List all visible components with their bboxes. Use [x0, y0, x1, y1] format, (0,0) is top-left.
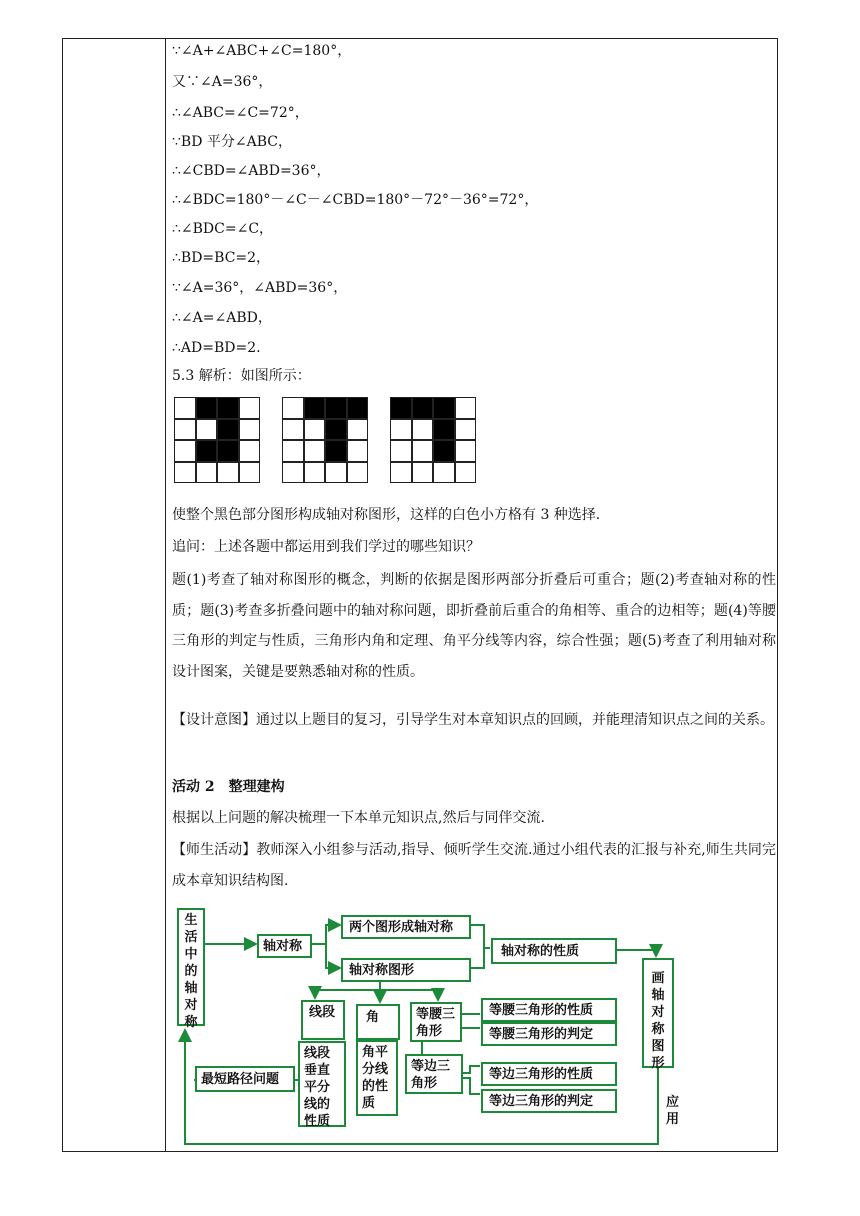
grid-cell-white: [390, 440, 412, 462]
grid-cell-black: [325, 419, 347, 441]
grid-cell-white: [455, 462, 477, 484]
grid-cell-black: [325, 440, 347, 462]
box-label: 等腰三角形的性质: [489, 1003, 594, 1018]
grid-cell-black: [217, 440, 239, 462]
grid-cell-white: [174, 462, 196, 484]
grid-cell-black: [196, 440, 218, 462]
paragraph-activity: 【师生活动】教师深入小组参与活动,指导、倾听学生交流.通过小组代表的汇报与补充,师生共同完成本章知识结构图.: [172, 842, 776, 889]
grid-cell-black: [433, 440, 455, 462]
grid-cell-white: [174, 419, 196, 441]
grid-cell-black: [304, 397, 326, 419]
grid-cell-white: [239, 397, 261, 419]
grid-cell-white: [239, 419, 261, 441]
grid-cell-white: [304, 440, 326, 462]
grid-cell-black: [347, 397, 369, 419]
grid-cell-black: [325, 397, 347, 419]
box-axis-figure: [341, 958, 471, 982]
box-label: 轴对称图形: [349, 963, 415, 978]
grid-cell-white: [455, 419, 477, 441]
grid-cell-white: [282, 419, 304, 441]
grid-cell-black: [196, 397, 218, 419]
grid-cell-white: [282, 397, 304, 419]
paragraph-design-intent: 【设计意图】通过以上题目的复习，引导学生对本章知识点的回顾，并能理清知识点之间的关系。: [172, 712, 774, 728]
box-axis-symmetry: [257, 934, 312, 958]
proof-line-4: ∵BD 平分∠ABC，: [172, 134, 292, 150]
paragraph-instruction: 根据以上问题的解决梳理一下本单元知识点,然后与同伴交流.: [172, 810, 545, 826]
box-two-figures: [341, 915, 471, 939]
grid-figure-2: [282, 397, 368, 483]
grid-cell-white: [239, 462, 261, 484]
paragraph-question: 追问：上述各题中都运用到我们学过的哪些知识？: [172, 539, 480, 555]
proof-line-1: ∵∠A+∠ABC+∠C=180°，: [172, 43, 352, 59]
grid-cell-white: [174, 397, 196, 419]
grid-cell-white: [347, 440, 369, 462]
box-label: 两个图形成轴对称: [349, 920, 454, 935]
grid-cell-white: [412, 462, 434, 484]
box-label: 等腰三角形: [416, 1007, 456, 1039]
box-isosceles: [410, 1002, 462, 1042]
proof-line-7: ∴∠BDC=∠C，: [172, 221, 274, 237]
proof-line-9: ∵∠A=36°，∠ABD=36°，: [172, 280, 348, 296]
grid-cell-white: [174, 440, 196, 462]
grid-cell-white: [412, 440, 434, 462]
proof-line-6: ∴∠BDC=180°－∠C－∠CBD=180°－72°－36°=72°，: [172, 192, 539, 208]
proof-line-5: ∴∠CBD=∠ABD=36°，: [172, 163, 331, 179]
grid-cell-black: [217, 419, 239, 441]
activity-heading: 活动 2 整理建构: [172, 779, 285, 795]
box-life-axis-symmetry: [177, 908, 205, 1030]
knowledge-structure-diagram: [170, 898, 690, 1150]
grid-cell-white: [282, 462, 304, 484]
box-perpendicular-bisector: [298, 1041, 346, 1127]
column-divider: [165, 39, 166, 1151]
proof-line-10: ∴∠A=∠ABD，: [172, 310, 272, 326]
grid-cell-white: [347, 462, 369, 484]
solution-heading: 5.3 解析：如图所示：: [172, 368, 311, 384]
grid-figure-1: [174, 397, 260, 483]
grid-cell-white: [455, 440, 477, 462]
grid-cell-white: [325, 462, 347, 484]
box-label: 画轴对称图形: [651, 971, 665, 1071]
box-equilateral-judgement: [481, 1089, 617, 1113]
box-label: 等边三角形的性质: [489, 1067, 594, 1082]
grid-cell-white: [412, 419, 434, 441]
grid-cell-white: [196, 419, 218, 441]
grid-cell-black: [433, 419, 455, 441]
grid-cell-white: [390, 462, 412, 484]
box-label: 轴对称的性质: [501, 944, 580, 959]
box-isosceles-property: [481, 998, 617, 1022]
grid-cell-white: [455, 397, 477, 419]
box-label: 线段垂直平分线的性质: [304, 1046, 331, 1129]
box-label: 等腰三角形的判定: [489, 1027, 594, 1042]
box-angle-bisector: [356, 1040, 398, 1116]
paragraph-analysis: 题(1)考查了轴对称图形的概念，判断的依据是图形两部分折叠后可重合；题(2)考查轴对称的性质；题(3)考查多折叠问题中的轴对称问题，即折叠前后重合的角相等、重合的边相等；题(4)等腰三角形的判定与性质，三角形内角和定理、角平分线等内容，综合性强；题(5)考查了利用轴对称设计图案，关键是要熟悉轴对称的性质。: [172, 572, 776, 680]
grid-cell-white: [239, 440, 261, 462]
proof-line-11: ∴AD=BD=2.: [172, 340, 261, 356]
box-axis-property: [491, 938, 617, 964]
box-angle: [356, 1004, 400, 1040]
box-label: 线段: [309, 1005, 336, 1020]
grid-cell-white: [304, 462, 326, 484]
grid-cell-black: [433, 397, 455, 419]
grid-cell-black: [412, 397, 434, 419]
box-shortest-path: [195, 1066, 295, 1092]
grid-cell-white: [304, 419, 326, 441]
grid-cell-white: [282, 440, 304, 462]
grid-cell-black: [390, 397, 412, 419]
box-label: 轴对称: [263, 939, 303, 954]
box-label: 最短路径问题: [201, 1072, 280, 1087]
proof-line-8: ∴BD=BC=2，: [172, 250, 271, 266]
grid-cell-white: [433, 462, 455, 484]
grid-figure-3: [390, 397, 476, 483]
grid-cell-black: [217, 397, 239, 419]
box-label: 等边三角形的判定: [489, 1094, 594, 1109]
box-label: 角: [366, 1010, 380, 1025]
box-segment: [301, 1000, 345, 1040]
grid-cell-white: [347, 419, 369, 441]
proof-line-2: 又∵∠A=36°，: [172, 74, 273, 90]
box-label: 等边三角形: [411, 1059, 451, 1091]
grid-cell-white: [196, 462, 218, 484]
apply-label: 应用: [666, 1095, 680, 1127]
box-isosceles-judgement: [481, 1022, 617, 1046]
box-label: 生活中的轴对称: [184, 913, 198, 1030]
box-draw-axis-figure: [642, 958, 674, 1071]
box-label: 角平分线的性质: [362, 1045, 389, 1111]
box-equilateral-property: [481, 1062, 617, 1086]
grid-cell-white: [217, 462, 239, 484]
box-equilateral: [405, 1054, 463, 1094]
grid-cell-white: [390, 419, 412, 441]
proof-line-3: ∴∠ABC=∠C=72°，: [172, 105, 309, 121]
paragraph-answer: 使整个黑色部分图形构成轴对称图形，这样的白色小方格有 3 种选择.: [172, 507, 601, 523]
